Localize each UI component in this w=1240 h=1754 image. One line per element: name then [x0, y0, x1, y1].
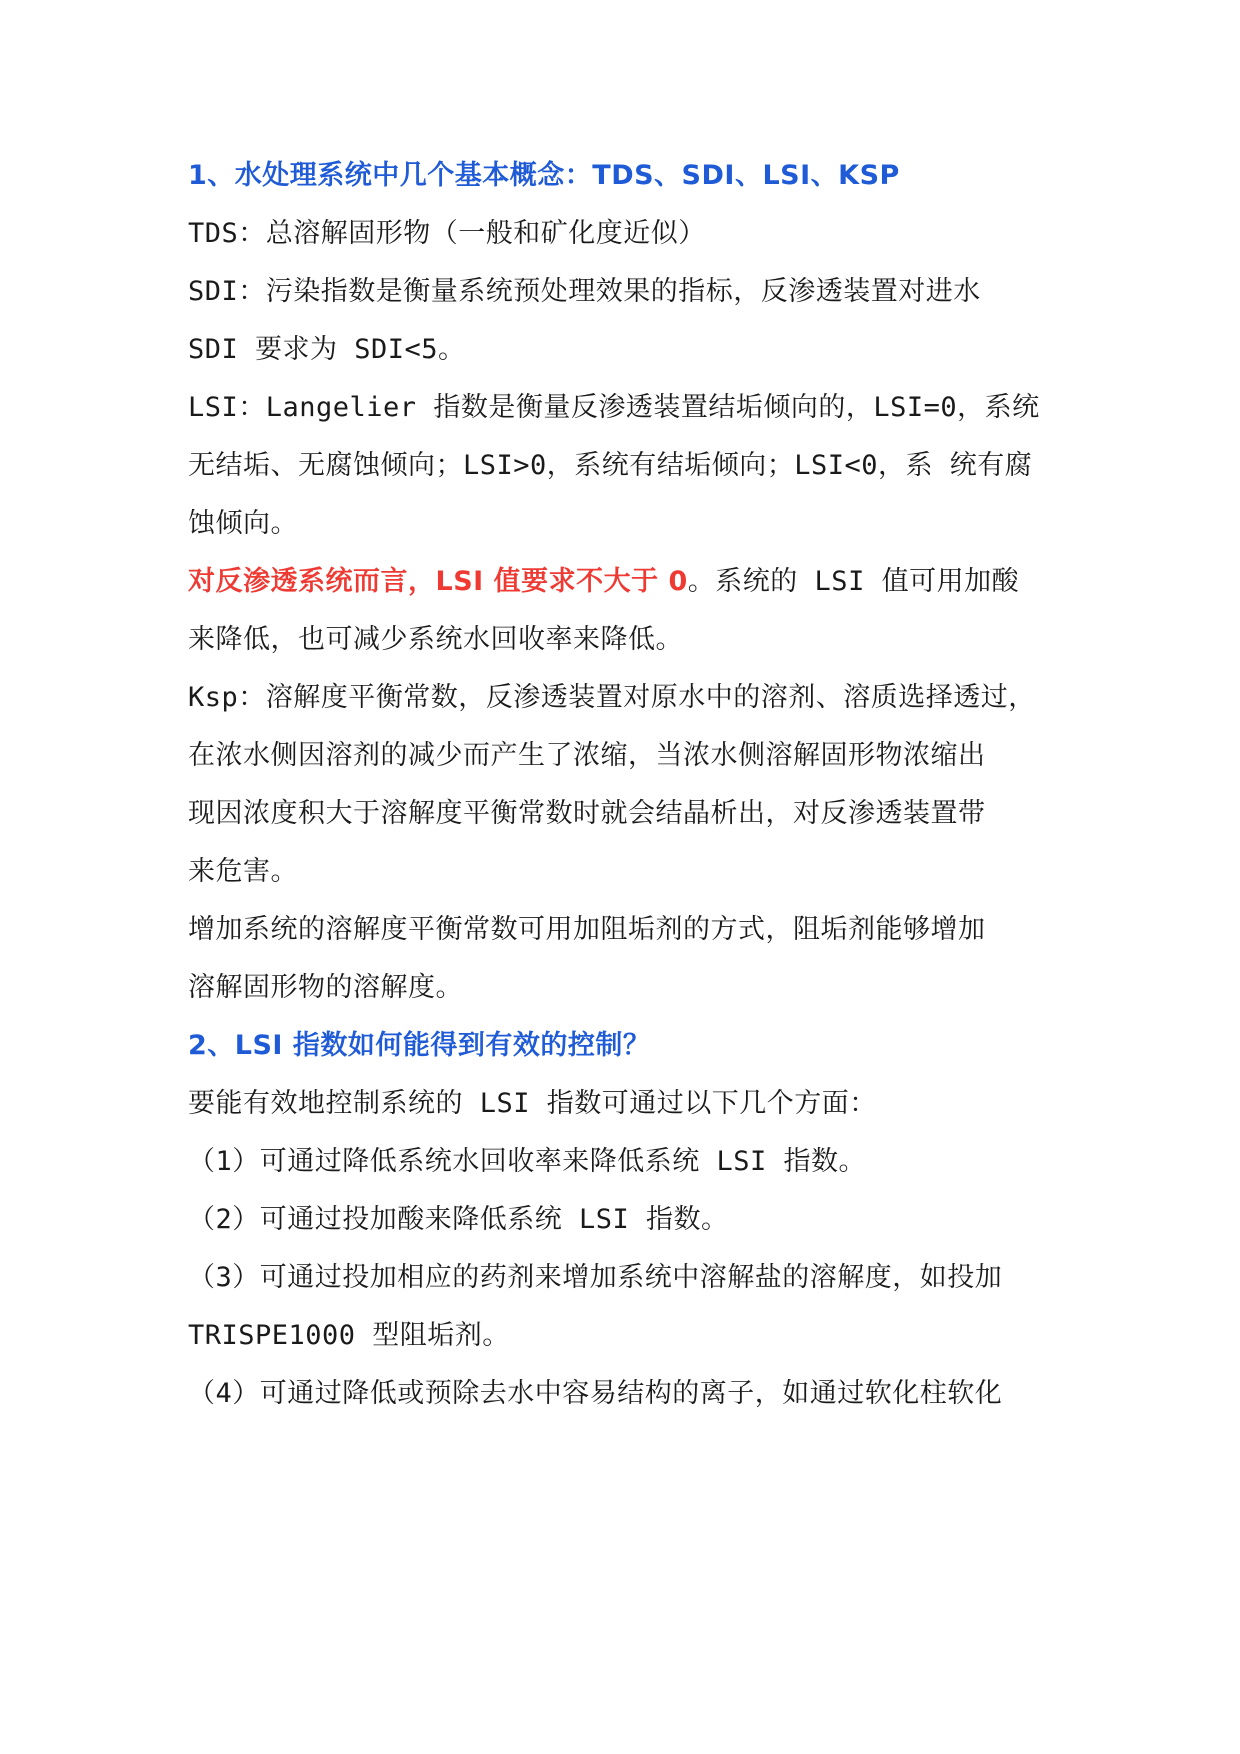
list-item-1: （1）可通过降低系统水回收率来降低系统 LSI 指数。: [188, 1146, 867, 1177]
list-item-3-line-2: TRISPE1000 型阻垢剂。: [188, 1320, 510, 1351]
sdi-definition-line-2: SDI 要求为 SDI<5。: [188, 334, 466, 365]
list-item-3-line-1: （3）可通过投加相应的药剂来增加系统中溶解盐的溶解度，如投加: [188, 1262, 1003, 1293]
section-1-heading: 1、水处理系统中几个基本概念：TDS、SDI、LSI、KSP: [188, 160, 900, 191]
lsi-requirement-line: [188, 564, 1088, 600]
ksp-definition-line-3: 现因浓度积大于溶解度平衡常数时就会结晶析出，对反渗透装置带: [188, 798, 986, 829]
ksp-definition-line-1: Ksp：溶解度平衡常数，反渗透装置对原水中的溶剂、溶质选择透过，: [188, 682, 1036, 713]
lsi-emphasis-text: 对反渗透系统而言，LSI 值要求不大于 0: [188, 566, 688, 597]
lsi-definition-line-2: 无结垢、无腐蚀倾向；LSI>0，系统有结垢倾向；LSI<0，系 统有腐: [188, 450, 1033, 481]
list-item-4-line-1: （4）可通过降低或预除去水中容易结构的离子，如通过软化柱软化: [188, 1378, 1003, 1409]
lsi-requirement-rest: 。系统的 LSI 值可用加酸: [687, 566, 1020, 597]
ksp-definition-line-5: 增加系统的溶解度平衡常数可用加阻垢剂的方式，阻垢剂能够增加: [188, 914, 986, 945]
list-item-2: （2）可通过投加酸来降低系统 LSI 指数。: [188, 1204, 729, 1235]
lsi-definition-line-1: LSI：Langelier 指数是衡量反渗透装置结垢倾向的，LSI=0，系统: [188, 392, 1040, 423]
ksp-definition-line-2: 在浓水侧因溶剂的减少而产生了浓缩，当浓水侧溶解固形物浓缩出: [188, 740, 986, 771]
lsi-definition-line-3: 蚀倾向。: [188, 508, 298, 539]
tds-definition: TDS：总溶解固形物（一般和矿化度近似）: [188, 218, 706, 249]
section-2-intro: 要能有效地控制系统的 LSI 指数可通过以下几个方面：: [188, 1088, 877, 1119]
ksp-definition-line-6: 溶解固形物的溶解度。: [188, 972, 463, 1003]
sdi-definition-line-1: SDI：污染指数是衡量系统预处理效果的指标，反渗透装置对进水: [188, 276, 981, 307]
ksp-definition-line-4: 来危害。: [188, 856, 298, 887]
section-2-heading: 2、LSI 指数如何能得到有效的控制？: [188, 1030, 651, 1061]
lsi-requirement-line-2: 来降低，也可减少系统水回收率来降低。: [188, 624, 683, 655]
